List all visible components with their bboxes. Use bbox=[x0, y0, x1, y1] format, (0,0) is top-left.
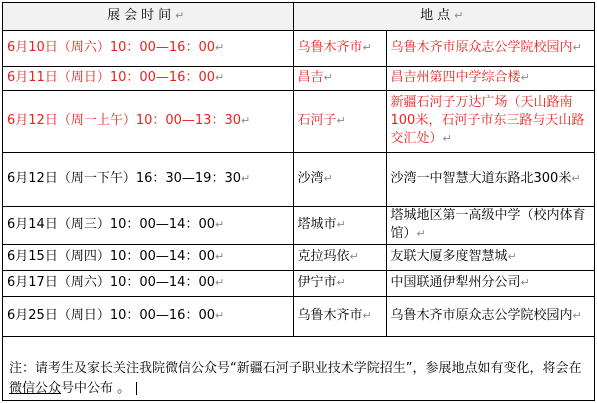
schedule-row bbox=[3, 296, 594, 336]
row-venue-text: 塔城地区第一高级中学（校内体育馆） bbox=[390, 208, 586, 241]
paragraph-mark: ↵ bbox=[362, 41, 372, 54]
paragraph-mark: ↵ bbox=[571, 172, 581, 185]
paragraph-mark: ↵ bbox=[349, 250, 359, 263]
paragraph-mark: ↵ bbox=[214, 309, 225, 322]
header-time: 展会时间↵ bbox=[3, 3, 293, 30]
row-city-text: 昌吉 bbox=[297, 70, 324, 85]
row-time-text: 6月25日（周日）10：00—16：00 bbox=[7, 308, 215, 323]
row-venue-text: 沙湾一中智慧大道东路北300米 bbox=[390, 171, 572, 186]
row-city bbox=[293, 30, 386, 66]
header-row bbox=[3, 3, 594, 30]
row-time bbox=[3, 30, 293, 66]
schedule-row bbox=[3, 30, 594, 66]
row-time bbox=[3, 270, 293, 296]
paragraph-mark: ↵ bbox=[507, 250, 517, 263]
row-city-text: 塔城市 bbox=[297, 217, 337, 232]
header-place: 地点↵ bbox=[293, 3, 594, 30]
schedule-row bbox=[3, 90, 594, 152]
paragraph-mark: ↵ bbox=[336, 218, 346, 231]
paragraph-mark: ↵ bbox=[240, 114, 251, 127]
row-city bbox=[293, 296, 386, 336]
paragraph-mark: ↵ bbox=[323, 71, 333, 84]
schedule-frame bbox=[2, 2, 595, 401]
row-city bbox=[293, 66, 386, 90]
paragraph-mark: ↵ bbox=[240, 172, 251, 185]
text-cursor bbox=[136, 382, 137, 395]
row-time-text: 6月10日（周六）10：00—16：00 bbox=[7, 40, 215, 55]
schedule-row bbox=[3, 66, 594, 90]
row-city bbox=[293, 90, 386, 152]
row-time bbox=[3, 244, 293, 270]
row-city-text: 伊宁市 bbox=[297, 275, 337, 290]
row-venue-text: 乌鲁木齐市原众志公学院校园内 bbox=[390, 308, 573, 323]
footnote-text: 注：请考生及家长关注我院微信公众号“新疆石河子职业技术学院招生”，参展地点如有变化，将会在 bbox=[9, 361, 582, 376]
row-time-text: 6月12日（周一上午）10：00—13：30 bbox=[7, 113, 241, 128]
schedule-row bbox=[3, 244, 594, 270]
row-venue bbox=[386, 90, 594, 152]
row-venue bbox=[386, 206, 594, 244]
row-time bbox=[3, 152, 293, 206]
paragraph-mark: ↵ bbox=[214, 218, 225, 231]
paragraph-mark: ↵ bbox=[362, 309, 372, 322]
row-city bbox=[293, 206, 386, 244]
footnote bbox=[9, 359, 587, 399]
row-venue bbox=[386, 296, 594, 336]
paragraph-mark: ↵ bbox=[416, 227, 426, 240]
paragraph-mark: ↵ bbox=[323, 172, 333, 185]
row-city-text: 石河子 bbox=[297, 113, 337, 128]
row-time-text: 6月11日（周日）10：00—16：00 bbox=[7, 70, 215, 85]
paragraph-mark: ↵ bbox=[572, 309, 582, 322]
paragraph-mark: ↵ bbox=[214, 250, 225, 263]
row-city-text: 克拉玛依 bbox=[297, 249, 350, 264]
row-time-text: 6月17日（周六）10：00—14：00 bbox=[7, 275, 215, 290]
paragraph-mark: ↵ bbox=[214, 71, 225, 84]
row-time bbox=[3, 206, 293, 244]
row-city-text: 沙湾 bbox=[297, 171, 324, 186]
row-city bbox=[293, 244, 386, 270]
row-venue-text: 友联大厦多度智慧城 bbox=[390, 249, 508, 264]
row-venue bbox=[386, 270, 594, 296]
row-venue bbox=[386, 152, 594, 206]
row-venue-text: 中国联通伊犁州分公司 bbox=[390, 275, 521, 290]
schedule-row bbox=[3, 206, 594, 244]
paragraph-mark: ↵ bbox=[520, 276, 530, 289]
exhibition-schedule-table bbox=[3, 3, 594, 337]
footnote-tail: 号中公布 。 bbox=[61, 381, 131, 396]
footnote-underlined: 微信公众 bbox=[9, 381, 62, 396]
paragraph-mark: ↵ bbox=[214, 41, 225, 54]
row-time-text: 6月15日（周四）10：00—14：00 bbox=[7, 249, 215, 264]
row-venue bbox=[386, 244, 594, 270]
paragraph-mark: ↵ bbox=[214, 276, 225, 289]
row-time-text: 6月12日（周一下午）16：30—19：30 bbox=[7, 171, 241, 186]
row-time bbox=[3, 296, 293, 336]
row-venue-text: 新疆石河子万达广场（天山路南100米，石河子市东三路与天山路交汇处） bbox=[390, 95, 585, 146]
row-venue bbox=[386, 66, 594, 90]
row-venue-text: 乌鲁木齐市原众志公学院校园内 bbox=[390, 40, 573, 55]
row-time bbox=[3, 66, 293, 90]
row-venue bbox=[386, 30, 594, 66]
row-venue-text: 昌吉州第四中学综合楼 bbox=[390, 70, 521, 85]
row-city bbox=[293, 152, 386, 206]
schedule-row bbox=[3, 270, 594, 296]
schedule-row bbox=[3, 152, 594, 206]
row-city-text: 乌鲁木齐市 bbox=[297, 40, 363, 55]
paragraph-mark: ↵ bbox=[336, 276, 346, 289]
row-time bbox=[3, 90, 293, 152]
paragraph-mark: ↵ bbox=[442, 132, 452, 145]
paragraph-mark: ↵ bbox=[572, 41, 582, 54]
row-city bbox=[293, 270, 386, 296]
paragraph-mark: ↵ bbox=[336, 114, 346, 127]
row-time-text: 6月14日（周三）10：00—14：00 bbox=[7, 217, 215, 232]
paragraph-mark: ↵ bbox=[520, 71, 530, 84]
row-city-text: 乌鲁木齐市 bbox=[297, 308, 363, 323]
